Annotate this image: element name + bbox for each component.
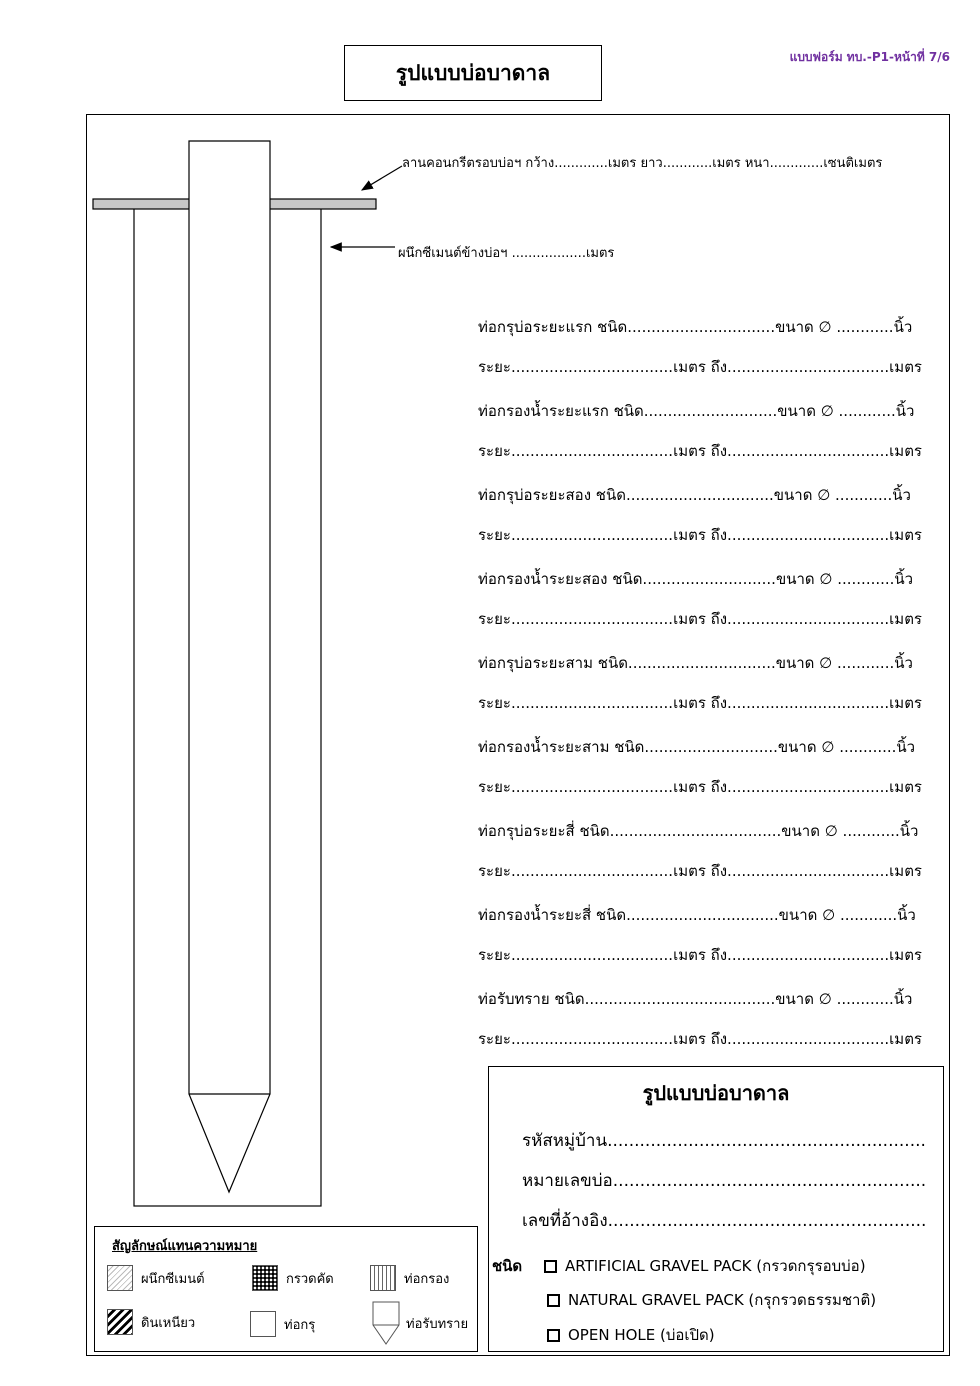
casing-pipe-swatch-icon (250, 1311, 276, 1337)
legend-label: ดินเหนียว (141, 1315, 196, 1331)
legend-sand-trap (372, 1301, 468, 1345)
seal-note: ผนึกซีเมนต์ข้างบ่อฯ ..................เมตร (398, 246, 615, 261)
legend-label: ท่อกรุ (284, 1317, 316, 1333)
legend-cement-seal (107, 1265, 205, 1291)
casing-1-type: ท่อกรุบ่อระยะแรก ชนิด...............................ขนาด ∅ ............นิ้ว (478, 318, 913, 336)
casing-pipe (189, 141, 270, 1192)
screen-4-range: ระยะ..................................เมตร ถึง..................................เมตร (478, 946, 922, 964)
option-open-hole[interactable] (547, 1323, 715, 1347)
legend-gravel (252, 1265, 334, 1291)
page-title: รูปแบบบ่อบาดาล (344, 45, 602, 101)
option-artificial-gravel-pack[interactable] (544, 1254, 866, 1278)
casing-4-type: ท่อกรุบ่อระยะสี่ ชนิด....................................ขนาด ∅ ............นิ้ว (478, 822, 919, 840)
well-info-box (488, 1066, 944, 1352)
reference-number-field[interactable]: เลขที่อ้างอิง........................................................... (522, 1211, 927, 1231)
legend-box (94, 1226, 478, 1352)
screen-4-type: ท่อกรองน้ำระยะสี่ ชนิด................................ขนาด ∅ ............นิ้ว (478, 906, 916, 924)
slab-note: ลานคอนกรีตรอบบ่อฯ กว้าง.............เมตร ยาว............เมตร หนา.............เซนติเมตร (402, 156, 883, 171)
option-label: OPEN HOLE (บ่อเปิด) (568, 1326, 715, 1344)
form-code: แบบฟอร์ม ทบ.-P1-หน้าที่ 7/6 (789, 50, 950, 64)
screen-3-range: ระยะ..................................เมตร ถึง..................................เมตร (478, 778, 922, 796)
legend-label: ท่อกรอง (404, 1271, 450, 1287)
legend-label: กรวดคัด (286, 1271, 334, 1287)
screen-3-type: ท่อกรองน้ำระยะสาม ชนิด............................ขนาด ∅ ............นิ้ว (478, 738, 916, 756)
casing-2-range: ระยะ..................................เมตร ถึง..................................เมตร (478, 526, 922, 544)
type-label: ชนิด (492, 1257, 523, 1275)
legend-screen-pipe (370, 1265, 449, 1291)
well-number-field[interactable]: หมายเลขบ่อ.......................................................... (522, 1171, 927, 1191)
screen-1-range: ระยะ..................................เมตร ถึง..................................เมตร (478, 442, 922, 460)
sand-trap-swatch-icon (372, 1301, 400, 1345)
option-label: NATURAL GRAVEL PACK (กรุกรวดธรรมชาติ) (568, 1291, 877, 1309)
checkbox-icon[interactable] (547, 1329, 560, 1342)
slab-arrow (362, 166, 402, 190)
clay-swatch-icon (107, 1309, 133, 1335)
gravel-swatch-icon (252, 1265, 278, 1291)
casing-4-range: ระยะ..................................เมตร ถึง..................................เมตร (478, 862, 922, 880)
legend-casing-pipe (250, 1311, 315, 1337)
checkbox-icon[interactable] (547, 1294, 560, 1307)
cement-seal-swatch-icon (107, 1265, 133, 1291)
casing-2-type: ท่อกรุบ่อระยะสอง ชนิด...............................ขนาด ∅ ............นิ้ว (478, 486, 911, 504)
option-label: ARTIFICIAL GRAVEL PACK (กรวดกรุรอบบ่อ) (565, 1257, 866, 1275)
screen-2-range: ระยะ..................................เมตร ถึง..................................เมตร (478, 610, 922, 628)
screen-1-type: ท่อกรองน้ำระยะแรก ชนิด............................ขนาด ∅ ............นิ้ว (478, 402, 915, 420)
checkbox-icon[interactable] (544, 1260, 557, 1273)
legend-clay (107, 1309, 195, 1335)
casing-1-range: ระยะ..................................เมตร ถึง..................................เมตร (478, 358, 922, 376)
legend-label: ผนึกซีเมนต์ (141, 1271, 205, 1287)
legend-title: สัญลักษณ์แทนความหมาย (112, 1239, 258, 1254)
info-box-title: รูปแบบบ่อบาดาล (642, 1081, 790, 1105)
casing-3-range: ระยะ..................................เมตร ถึง..................................เมตร (478, 694, 922, 712)
screen-pipe-swatch-icon (370, 1265, 396, 1291)
village-code-field[interactable]: รหัสหมู่บ้าน........................................................... (522, 1131, 926, 1151)
casing-3-type: ท่อกรุบ่อระยะสาม ชนิด...............................ขนาด ∅ ............นิ้ว (478, 654, 913, 672)
sand-trap-range: ระยะ..................................เมตร ถึง..................................เมตร (478, 1030, 922, 1048)
screen-2-type: ท่อกรองน้ำระยะสอง ชนิด............................ขนาด ∅ ............นิ้ว (478, 570, 914, 588)
sand-trap-type: ท่อรับทราย ชนิด........................................ขนาด ∅ ............นิ้ว (478, 990, 913, 1008)
legend-label: ท่อรับทราย (406, 1316, 469, 1332)
option-natural-gravel-pack[interactable] (547, 1288, 876, 1312)
